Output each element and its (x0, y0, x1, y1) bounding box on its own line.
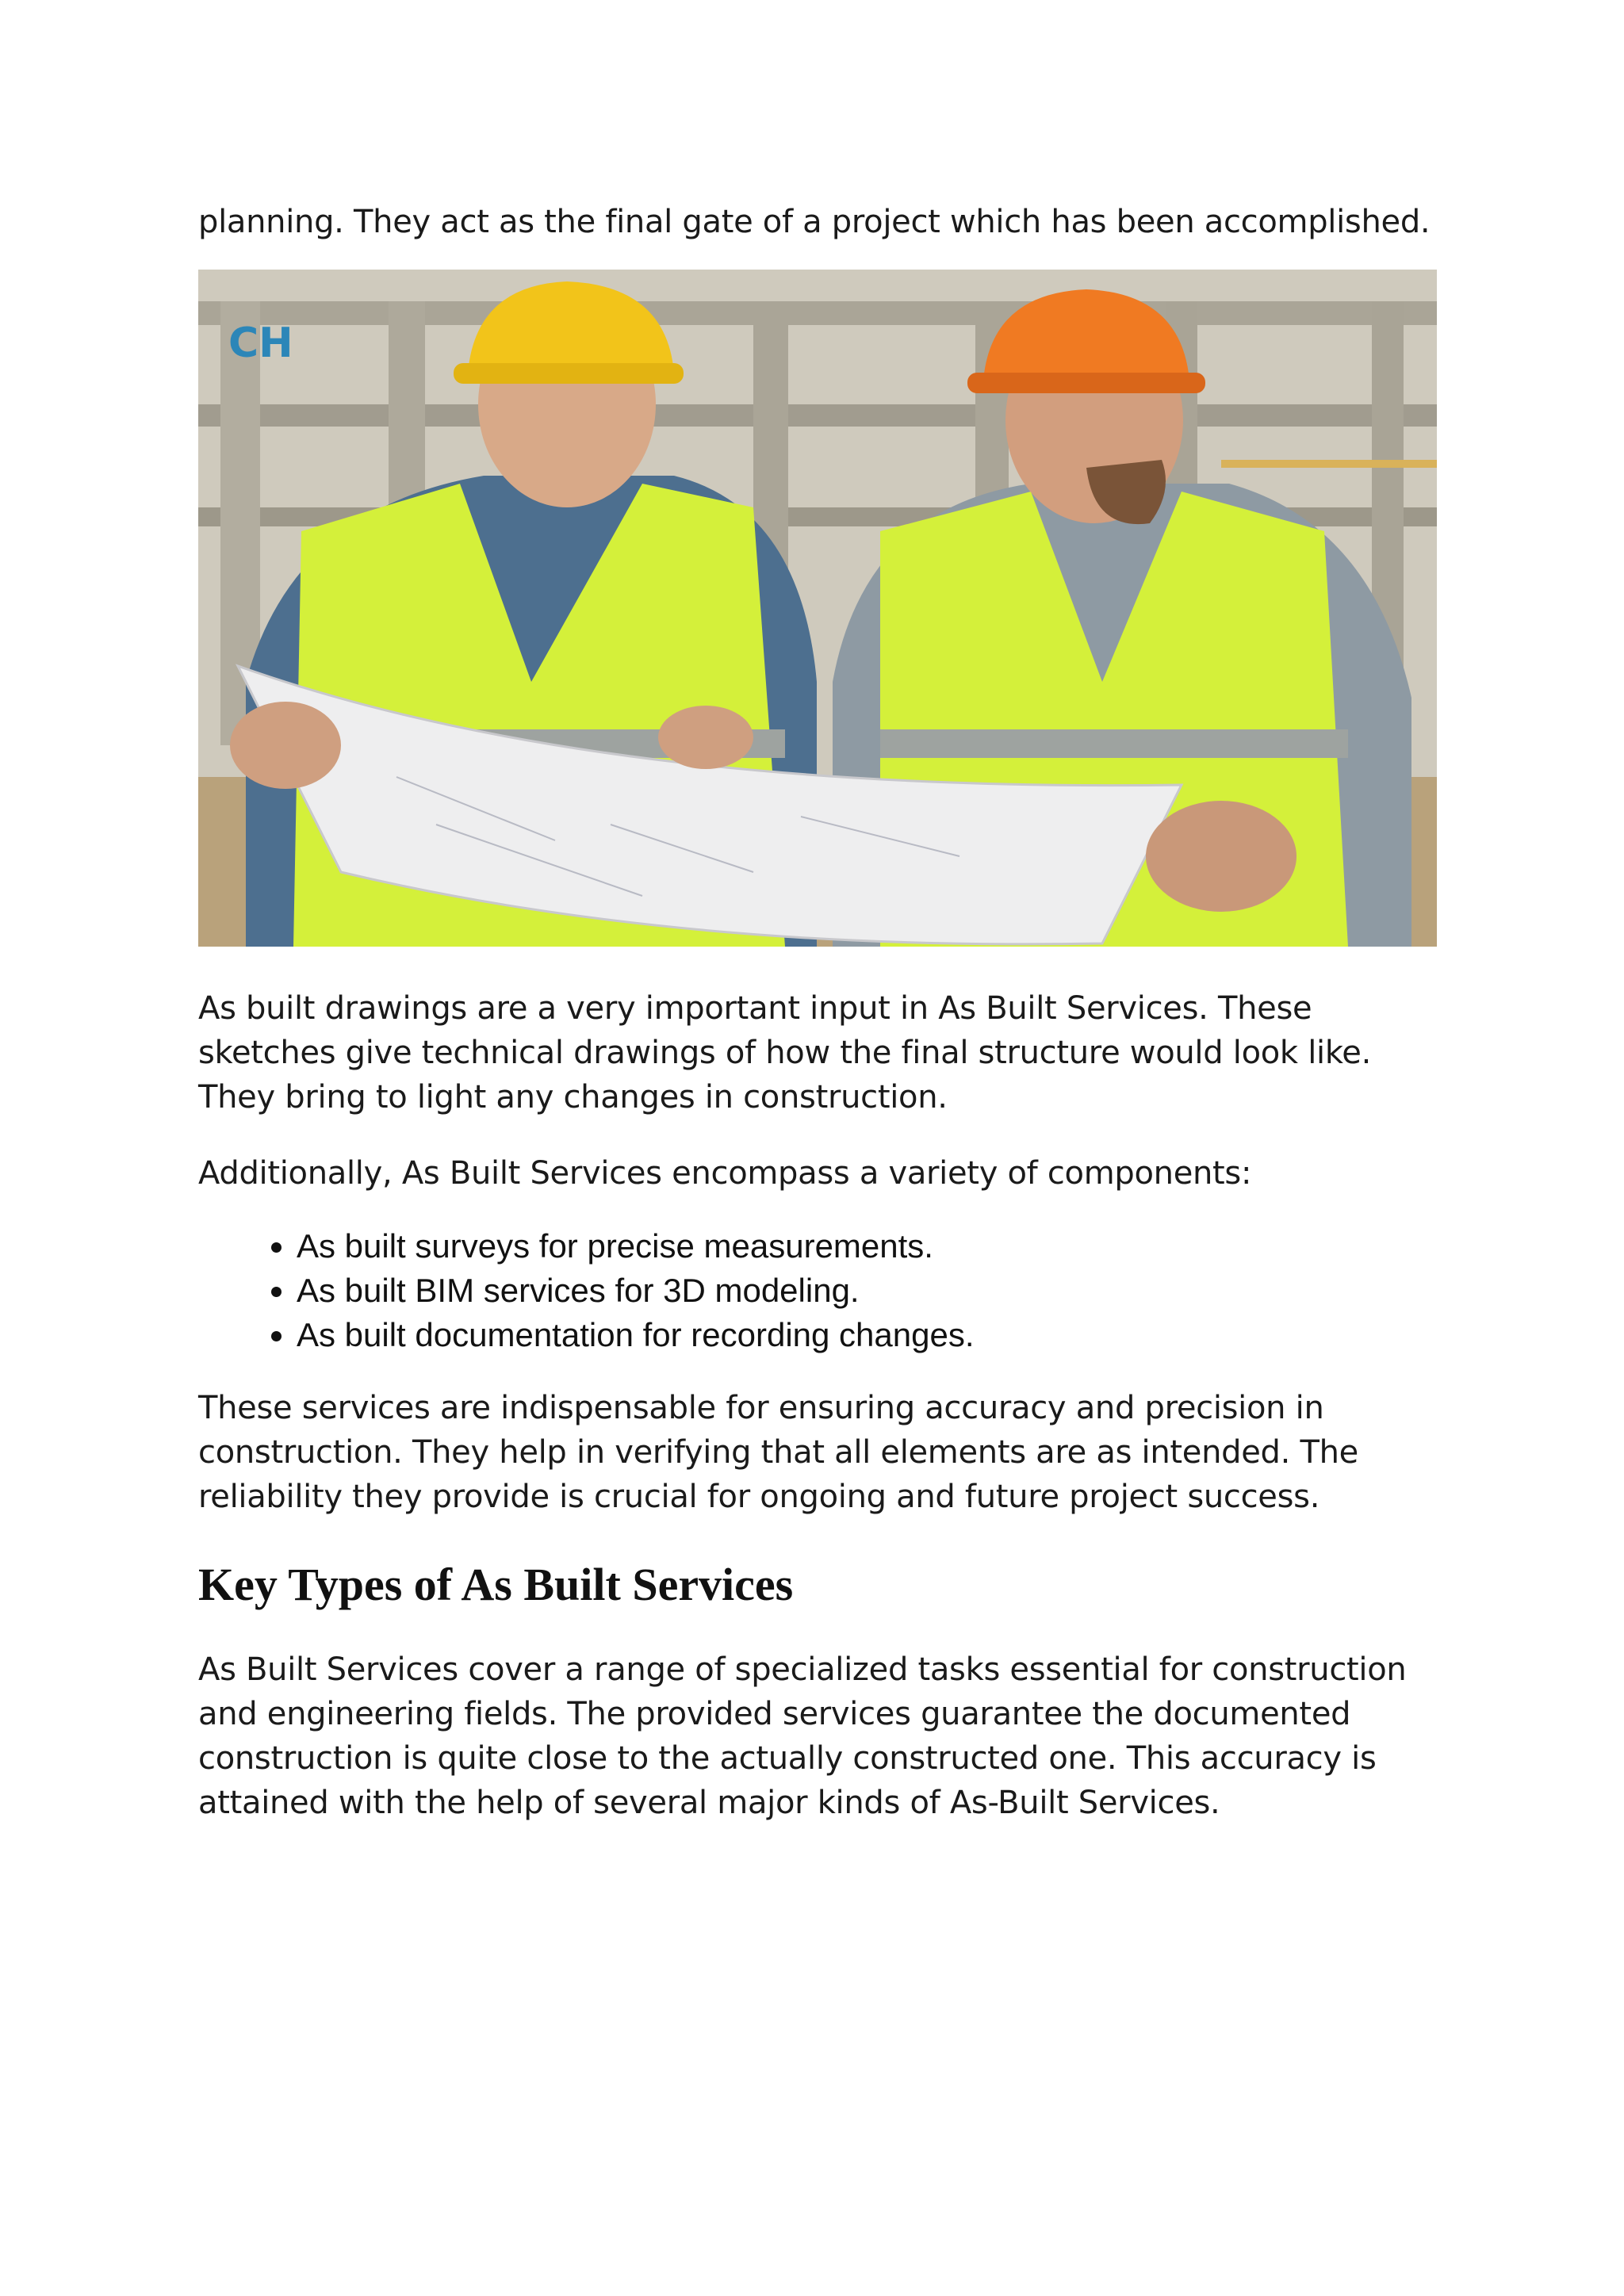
svg-text:CH: CH (228, 320, 293, 367)
construction-workers-photo (198, 270, 1437, 947)
paragraph-drawings: As built drawings are a very important input in As Built Services. These sketches give technical drawings of how the final structure would look like. They bring to light any changes in construction. (198, 990, 1371, 1115)
list-item: • As built surveys for precise measurements. (297, 1224, 1435, 1269)
photo-illustration (198, 270, 1437, 947)
paragraph-key-types: As Built Services cover a range of specialized tasks essential for construction and engineering fields. The provided services guarantee the documented construction is quite close to the actually constructed one. This accuracy is attained with the help of several major kinds of As-Built Services. (198, 1651, 1407, 1821)
watermark-logo (228, 320, 293, 367)
paragraph-components-intro: Additionally, As Built Services encompass a variety of components: (198, 1155, 1252, 1192)
section-heading: Key Types of As Built Services (198, 1559, 794, 1610)
list-item: • As built BIM services for 3D modeling. (297, 1269, 1435, 1313)
page-content (198, 200, 1435, 1825)
paragraph-indispensable: These services are indispensable for ensuring accuracy and precision in construction. They help in verifying that all elements are as intended. The reliability they provide is crucial for ongoing and future project success. (198, 1390, 1358, 1515)
components-list (198, 1224, 1435, 1357)
list-item: • As built documentation for recording changes. (297, 1313, 1435, 1357)
paragraph-intro-tail: planning. They act as the final gate of a project which has been accomplished. (198, 204, 1431, 240)
